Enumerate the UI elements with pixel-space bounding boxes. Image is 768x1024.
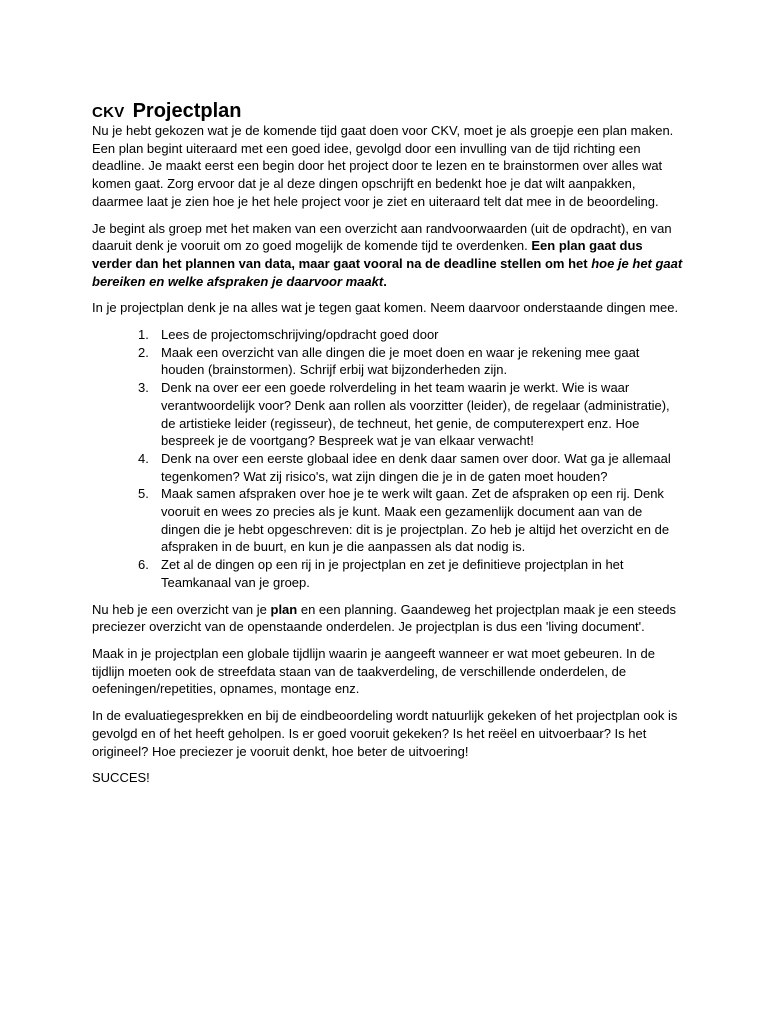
randvoorwaarden-bold-text: Een plan gaat dus verder dan het plannen van data, maar gaat vooral na de deadline stellen om het [92,238,643,271]
steps-list [92,326,684,592]
list-item-text: Denk na over een eerste globaal idee en denk daar samen over door. Wat ga je allemaal tegenkomen? Wat zij risico's, wat zijn dingen die je in de gaten moet houden? [161,450,671,484]
list-item-text: Maak samen afspraken over hoe je te werk wilt gaan. Zet de afspraken op een rij. Denk vooruit en wees zo precies als je kunt. Maak een gezamenlijk document aan van de dingen die je hebt opgeschreven: dit is je projectplan. Zo heb je altijd het overzicht en de afspraken in de buurt, en kun je die aanpassen als dat nodig is. [161,486,670,555]
list-item-number: 4. [138,450,149,466]
document-title [92,88,242,125]
randvoorwaarden-bold-italic-text: hoe je het gaat bereiken en welke afspraken je daarvoor maakt [92,255,683,289]
list-item [138,556,684,591]
list-item [138,344,684,379]
evaluation-paragraph: In de evaluatiegesprekken en bij de eindbeoordeling wordt natuurlijk gekeken of het projectplan ook is gevolgd en of het heeft geholpen. Is er goed vooruit gekeken? Is het reëel en uitvoerbaar? Is het origineel? Hoe preciezer je vooruit denkt, hoe beter de uitvoering! [92,708,678,759]
intro-paragraph: Nu je hebt gekozen wat je de komende tijd gaat doen voor CKV, moet je als groepje een plan maken. Een plan begint uiteraard met een goed idee, gevolgd door een invulling van de tijd richting een deadline. Je maakt eerst een begin door het project door te lezen en te brainstormen over alles wat komen gaat. Zorg ervoor dat je al deze dingen opschrijft en bedenkt hoe je dat wilt aanpakken, daarmee laat je zien hoe je het hele project voor je ziet en uiteraard telt dat mee in de beoordeling. [92,123,674,209]
overview-text-a: Nu heb je een overzicht van je [92,601,271,617]
timeline-paragraph: Maak in je projectplan een globale tijdlijn waarin je aangeeft wanneer er wat moet gebeuren. In de tijdlijn moeten ook de streefdata staan van de taakverdeling, de verschillende onderdelen, de oefeningen/repetities, opnames, montage enz. [92,645,655,697]
list-item-text: Zet al de dingen op een rij in je projectplan en zet je definitieve projectplan in het Teamkanaal van je groep. [161,557,624,590]
closing-text: SUCCES! [92,770,150,786]
list-item [138,485,684,556]
overview-text-b: en een planning. Gaandeweg het projectplan maak je een steeds preciezer overzicht van de openstaande onderdelen. Je projectplan is dus een 'living document'. [92,601,676,635]
title-text: Projectplan [132,100,242,122]
list-item-number: 1. [138,327,149,343]
list-item-text: Maak een overzicht van alle dingen die je moet doen en waar je rekening mee gaat houden (brainstormen). Schrijf erbij wat bijzonderheden zijn. [161,344,640,378]
list-item-number: 6. [138,557,149,573]
randvoorwaarden-end: . [383,273,387,289]
randvoorwaarden-text: Je begint als groep met het maken van een overzicht aan randvoorwaarden (uit de opdracht), en van daaruit denk je vooruit om zo goed mogelijk de komende tijd te overdenken. [92,220,672,254]
list-item-text: Denk na over eer een goede rolverdeling in het team waarin je werkt. Wie is waar verantwoordelijk voor? Denk aan rollen als voorzitter (leider), de regelaar (administratie), de artistieke leider (regisseur), de techneut, het genie, de computerexpert enz. Hoe bespreek je de voortgang? Bespreek wat je van elkaar verwacht! [161,380,670,449]
title-prefix: CKV [92,104,125,121]
randvoorwaarden-paragraph [92,220,684,291]
list-item-number: 2. [138,344,149,360]
list-item-number: 5. [138,486,149,502]
list-item-number: 3. [138,380,149,396]
document-body [92,122,684,796]
list-item-text: Lees de projectomschrijving/opdracht goed door [161,327,439,343]
overview-paragraph [92,601,684,636]
preparation-paragraph: In je projectplan denk je na alles wat je tegen gaat komen. Neem daarvoor onderstaande dingen mee. [92,300,679,316]
list-item [138,450,684,485]
list-item [138,326,684,344]
overview-bold-plan: plan [270,601,298,617]
list-item [138,379,684,450]
